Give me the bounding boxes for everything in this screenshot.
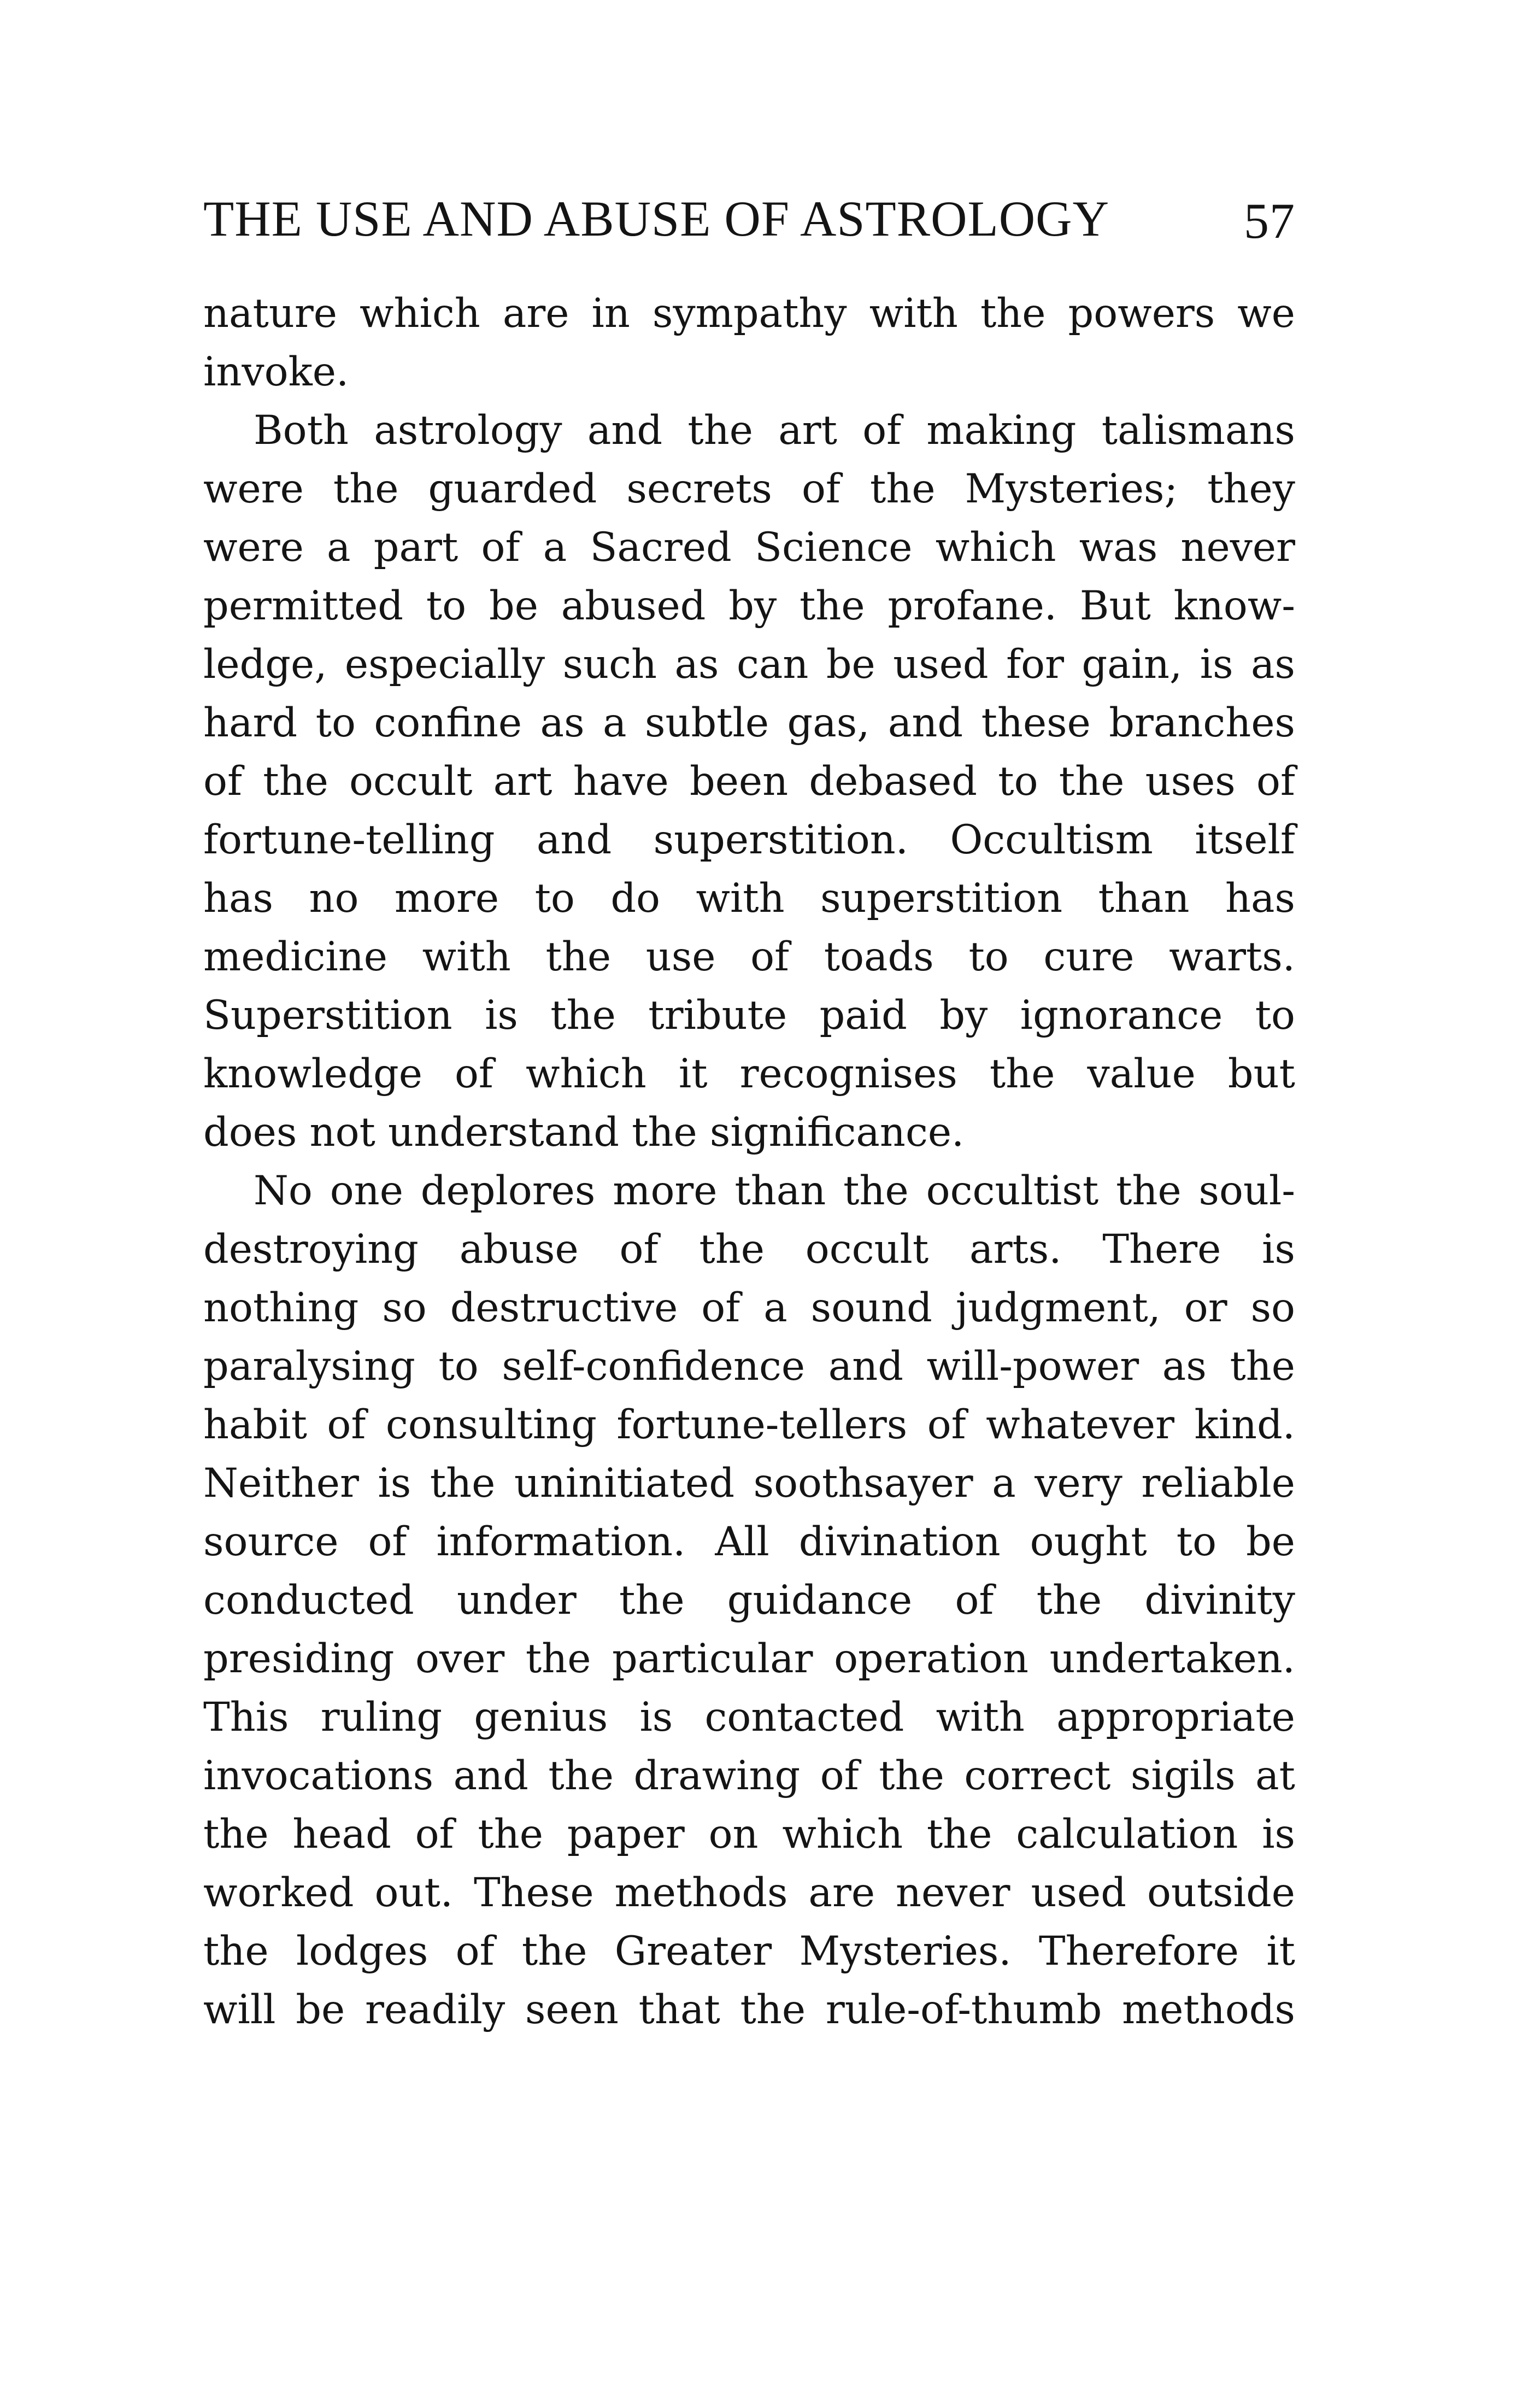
paragraph-first-line: Both astrology and the art of making talismans	[254, 407, 1295, 454]
text-line: of the occult art have been debased to the uses of	[203, 758, 1295, 805]
paragraph-end-line: invoke.	[203, 349, 349, 395]
text-line: were a part of a Sacred Science which was never	[203, 524, 1295, 571]
text-line: habit of consulting fortune-tellers of whatever kind.	[203, 1402, 1295, 1448]
text-line: the lodges of the Greater Mysteries. Therefore it	[203, 1928, 1295, 1975]
text-line: hard to confine as a subtle gas, and these branches	[203, 700, 1295, 746]
text-line: destroying abuse of the occult arts. There is	[203, 1226, 1295, 1273]
paragraph-end-line: does not understand the significance.	[203, 1109, 965, 1156]
text-line: presiding over the particular operation undertaken.	[203, 1636, 1295, 1682]
text-line: the head of the paper on which the calculation is	[203, 1811, 1295, 1858]
text-line: medicine with the use of toads to cure warts.	[203, 934, 1295, 980]
text-line: invocations and the drawing of the correct sigils at	[203, 1753, 1295, 1799]
text-line: were the guarded secrets of the Mysteries; they	[203, 466, 1295, 512]
text-line: paralysing to self-confidence and will-power as the	[203, 1343, 1295, 1390]
paragraph-first-line: No one deplores more than the occultist the soul-	[254, 1168, 1295, 1214]
text-line: nothing so destructive of a sound judgment, or so	[203, 1285, 1295, 1331]
text-line: permitted to be abused by the profane. But know-	[203, 583, 1295, 629]
text-line: source of information. All divination ought to be	[203, 1519, 1295, 1565]
text-line: This ruling genius is contacted with appropriate	[203, 1694, 1295, 1741]
running-head-title: THE USE AND ABUSE OF ASTROLOGY	[203, 191, 1110, 247]
text-line: Superstition is the tribute paid by ignorance to	[203, 992, 1295, 1039]
text-line: has no more to do with superstition than has	[203, 875, 1295, 922]
text-line: ledge, especially such as can be used for gain, is as	[203, 641, 1295, 688]
text-line: fortune-telling and superstition. Occultism itself	[203, 817, 1295, 863]
text-line: will be readily seen that the rule-of-thumb methods	[203, 1987, 1295, 2033]
text-line: conducted under the guidance of the divinity	[203, 1577, 1295, 1624]
body-text	[203, 284, 1295, 2039]
text-line: knowledge of which it recognises the value but	[203, 1051, 1295, 1097]
page-number: 57	[1244, 193, 1295, 249]
text-line: nature which are in sympathy with the powers we	[203, 290, 1295, 337]
text-line: worked out. These methods are never used outside	[203, 1870, 1295, 1916]
running-head	[203, 189, 1295, 249]
text-line: Neither is the uninitiated soothsayer a very reliable	[203, 1460, 1295, 1507]
